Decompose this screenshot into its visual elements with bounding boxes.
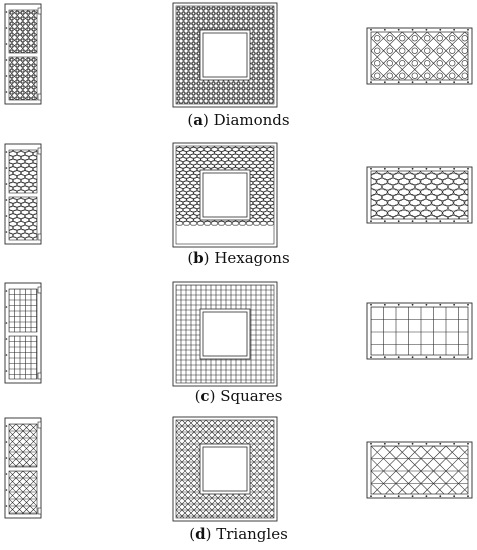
pin-dot — [398, 443, 400, 445]
pin-dot — [412, 29, 414, 31]
pin-dot — [6, 425, 8, 427]
panel-b-rectangular-part — [365, 165, 474, 225]
lattice-strut — [58, 424, 101, 467]
lattice-node — [412, 85, 418, 91]
pin-dot — [426, 443, 428, 445]
part-b-vertical-drawing — [2, 142, 44, 246]
lattice-strut — [42, 420, 140, 518]
lattice-cell — [42, 90, 48, 96]
pin-dot — [398, 495, 400, 497]
pin-dot — [6, 59, 8, 61]
lattice-strut — [68, 420, 166, 518]
lattice-node — [212, 107, 214, 109]
lattice-node — [277, 7, 279, 9]
pin-dot — [6, 505, 8, 507]
pin-dot — [6, 457, 8, 459]
lattice-strut — [311, 446, 359, 494]
pin-dot — [412, 443, 414, 445]
pin-dot — [439, 29, 441, 31]
pin-dot — [467, 81, 469, 83]
lattice-strut — [278, 420, 376, 518]
part-c-vertical-drawing — [2, 281, 44, 385]
lattice-node — [44, 56, 46, 58]
pin-dot — [370, 443, 372, 445]
pin-dot — [6, 167, 8, 169]
panel-a-square-frame-part — [172, 2, 278, 108]
tab — [38, 234, 41, 240]
lattice-node — [177, 107, 179, 109]
pin-dot — [453, 356, 455, 358]
lattice-node — [449, 85, 455, 91]
part-d-rect-drawing — [365, 440, 474, 500]
pin-dot — [384, 495, 386, 497]
tab — [38, 94, 41, 100]
lattice-node — [44, 12, 46, 14]
lattice-strut — [36, 471, 79, 514]
lattice-cell — [42, 21, 48, 27]
lattice-node — [247, 107, 249, 109]
lattice-strut — [321, 446, 369, 494]
lattice-node — [232, 107, 234, 109]
lattice-strut — [298, 446, 346, 494]
pin-dot — [370, 168, 372, 170]
pin-dot — [6, 183, 8, 185]
lattice-strut — [0, 424, 2, 467]
panel-c-square-frame-part — [172, 281, 278, 387]
lattice-cell — [42, 63, 48, 69]
pin-dot — [370, 220, 372, 222]
lattice-strut — [54, 420, 152, 518]
inner-window — [203, 312, 247, 356]
pin-dot — [439, 81, 441, 83]
lattice-strut — [266, 420, 364, 518]
pin-dot — [426, 168, 428, 170]
lattice-node — [44, 81, 46, 83]
lattice-node — [44, 50, 46, 52]
panel-d-rectangular-part — [365, 440, 474, 500]
lattice-node — [277, 82, 279, 84]
lattice-node — [44, 75, 46, 77]
lattice-strut — [60, 420, 158, 518]
pin-dot — [6, 306, 8, 308]
outer-frame — [5, 283, 41, 383]
lattice-node — [272, 107, 274, 109]
pin-dot — [467, 168, 469, 170]
pin-dot — [384, 356, 386, 358]
lattice-cell — [42, 74, 48, 80]
pin-dot — [398, 81, 400, 83]
pin-dot — [370, 356, 372, 358]
part-c-rect-drawing — [365, 301, 474, 361]
lattice-node — [44, 70, 46, 72]
lattice-strut — [84, 420, 182, 518]
lattice-cell — [42, 49, 48, 55]
lattice-strut — [36, 424, 79, 467]
lattice-strut — [100, 471, 143, 514]
lattice-cell — [41, 206, 50, 210]
panel-c-caption: (c) Squares — [194, 387, 283, 405]
panel-row-b — [0, 140, 477, 273]
lattice-cell — [42, 16, 48, 22]
pin-dot — [453, 443, 455, 445]
pin-dot — [412, 495, 414, 497]
lattice-node — [262, 107, 264, 109]
lattice-node — [207, 107, 209, 109]
pin-dot — [467, 495, 469, 497]
lattice-cell — [42, 10, 48, 16]
lattice-node — [182, 107, 184, 109]
lattice-strut — [72, 424, 115, 467]
pin-dot — [6, 27, 8, 29]
lattice-cell — [41, 222, 50, 226]
pin-dot — [467, 356, 469, 358]
pin-dot — [467, 304, 469, 306]
pin-dot — [6, 338, 8, 340]
lattice-cell — [41, 152, 50, 156]
panel-c-rectangular-part — [365, 301, 474, 361]
pin-dot — [412, 356, 414, 358]
pin-dot — [467, 443, 469, 445]
pin-dot — [370, 304, 372, 306]
part-d-vertical-drawing — [2, 416, 44, 520]
lattice-strut — [51, 471, 94, 514]
lattice-node — [277, 17, 279, 19]
pin-dot — [453, 495, 455, 497]
pin-dot — [426, 220, 428, 222]
pin-dot — [426, 495, 428, 497]
lattice-cell — [42, 38, 48, 44]
lattice-node — [44, 17, 46, 19]
lattice-strut — [30, 420, 128, 518]
lattice-node — [197, 107, 199, 109]
panel-b-square-frame-part — [172, 142, 278, 248]
pin-dot — [384, 168, 386, 170]
lattice-node — [44, 86, 46, 88]
lattice-node — [277, 37, 279, 39]
lattice-node — [44, 34, 46, 36]
panel-row-c — [0, 279, 477, 412]
pin-dot — [426, 304, 428, 306]
lattice-strut — [65, 424, 108, 467]
lattice-node — [277, 22, 279, 24]
pin-dot — [453, 220, 455, 222]
panel-a-caption: (a) Diamonds — [187, 111, 290, 129]
part-c-square-drawing — [172, 281, 278, 387]
outer-frame — [367, 303, 472, 359]
lattice-strut — [79, 471, 122, 514]
pin-dot — [412, 220, 414, 222]
lattice-cell — [42, 54, 48, 60]
lattice-node — [277, 32, 279, 34]
pin-dot — [370, 29, 372, 31]
pin-dot — [370, 495, 372, 497]
inner-window — [203, 447, 247, 491]
lattice-node — [277, 57, 279, 59]
pin-dot — [384, 443, 386, 445]
lattice-node — [257, 107, 259, 109]
lattice-node — [44, 92, 46, 94]
lattice-node — [44, 103, 46, 105]
pin-dot — [426, 29, 428, 31]
lattice-node — [399, 85, 405, 91]
lattice-cell — [42, 57, 48, 63]
lattice-strut — [43, 471, 86, 514]
lattice-node — [277, 77, 279, 79]
panel-row-d — [0, 414, 477, 550]
lattice-strut — [72, 420, 170, 518]
pin-dot — [439, 356, 441, 358]
lattice-strut — [323, 446, 371, 494]
lattice-cell — [42, 96, 48, 102]
lattice-strut — [93, 471, 136, 514]
lattice-node — [192, 107, 194, 109]
pin-dot — [6, 231, 8, 233]
lattice-strut — [276, 420, 374, 518]
lattice-strut — [93, 424, 136, 467]
lattice-strut — [86, 420, 184, 518]
pin-dot — [439, 220, 441, 222]
lattice-cell — [42, 79, 48, 85]
lattice-strut — [65, 471, 108, 514]
pin-dot — [370, 81, 372, 83]
part-a-vertical-drawing — [2, 2, 44, 106]
lattice-cell — [41, 175, 50, 179]
lattice-cell — [42, 27, 48, 33]
part-a-rect-drawing — [365, 26, 474, 86]
panel-row-a — [0, 0, 477, 133]
pin-dot — [467, 29, 469, 31]
lattice-strut — [100, 424, 143, 467]
lattice-strut — [51, 424, 94, 467]
lattice-strut — [50, 471, 93, 514]
lattice-node — [222, 107, 224, 109]
lattice-strut — [286, 446, 334, 494]
pin-dot — [439, 443, 441, 445]
lattice-node — [44, 59, 46, 61]
lattice-strut — [273, 446, 321, 494]
lattice-cell — [42, 85, 48, 91]
inner-window — [203, 33, 247, 77]
lattice-node — [252, 107, 254, 109]
pin-dot — [6, 43, 8, 45]
lattice-node — [462, 85, 468, 91]
pin-dot — [439, 304, 441, 306]
pin-dot — [398, 356, 400, 358]
lattice-strut — [86, 424, 129, 467]
lattice-node — [277, 97, 279, 99]
pin-dot — [6, 91, 8, 93]
lattice-strut — [79, 424, 122, 467]
lattice-cell — [42, 32, 48, 38]
lattice-strut — [0, 471, 3, 514]
tab — [38, 8, 41, 14]
lattice-node — [217, 107, 219, 109]
part-d-square-drawing — [172, 416, 278, 522]
pin-dot — [6, 75, 8, 77]
lattice-node — [277, 87, 279, 89]
part-b-rect-drawing — [365, 165, 474, 225]
pin-dot — [412, 168, 414, 170]
lattice-node — [44, 97, 46, 99]
pin-dot — [6, 199, 8, 201]
pin-dot — [453, 168, 455, 170]
panel-b-caption: (b) Hexagons — [187, 249, 290, 267]
lattice-strut — [309, 446, 357, 494]
lattice-cell — [41, 237, 50, 241]
lattice-strut — [43, 424, 86, 467]
lattice-node — [277, 12, 279, 14]
panel-c-vertical-part — [2, 281, 44, 385]
pin-dot — [453, 81, 455, 83]
pin-dot — [384, 220, 386, 222]
lattice-strut — [58, 471, 101, 514]
pin-dot — [384, 29, 386, 31]
inner-window — [203, 173, 247, 217]
pin-dot — [6, 322, 8, 324]
pin-dot — [439, 168, 441, 170]
panel-d-square-frame-part — [172, 416, 278, 522]
lattice-node — [277, 52, 279, 54]
lattice-node — [387, 85, 393, 91]
lattice-cell — [41, 214, 50, 218]
pin-dot — [6, 215, 8, 217]
lattice-strut — [270, 420, 368, 518]
pin-dot — [398, 29, 400, 31]
pin-dot — [398, 304, 400, 306]
tab — [38, 508, 41, 514]
lattice-node — [202, 107, 204, 109]
pin-dot — [453, 304, 455, 306]
lattice-node — [277, 27, 279, 29]
lattice-node — [44, 64, 46, 66]
pin-dot — [6, 151, 8, 153]
lattice-node — [374, 85, 380, 91]
lattice-node — [277, 67, 279, 69]
lattice-cell — [41, 190, 50, 194]
lattice-node — [277, 102, 279, 104]
lattice-strut — [0, 471, 2, 514]
lattice-node — [277, 72, 279, 74]
panel-d-caption: (d) Triangles — [189, 525, 288, 543]
pin-dot — [6, 354, 8, 356]
pin-dot — [384, 81, 386, 83]
tab — [38, 148, 41, 154]
lattice-node — [277, 62, 279, 64]
pin-dot — [384, 304, 386, 306]
lattice-node — [44, 28, 46, 30]
pin-dot — [398, 220, 400, 222]
lattice-strut — [48, 420, 146, 518]
lattice-node — [424, 85, 430, 91]
lattice-cell — [41, 167, 50, 171]
lattice-strut — [50, 424, 93, 467]
lattice-cell — [41, 182, 50, 186]
tab — [38, 287, 41, 293]
lattice-strut — [264, 420, 362, 518]
lattice-node — [437, 85, 443, 91]
lattice-node — [277, 47, 279, 49]
pin-dot — [6, 489, 8, 491]
pin-dot — [412, 304, 414, 306]
lattice-node — [187, 107, 189, 109]
lattice-strut — [86, 471, 129, 514]
lattice-strut — [57, 471, 100, 514]
pin-dot — [6, 473, 8, 475]
part-b-square-drawing — [172, 142, 278, 248]
lattice-cell — [41, 159, 50, 163]
lattice-node — [44, 23, 46, 25]
pin-dot — [426, 81, 428, 83]
lattice-strut — [74, 420, 172, 518]
lattice-strut — [80, 420, 178, 518]
lattice-strut — [37, 471, 80, 514]
lattice-node — [267, 107, 269, 109]
lattice-strut — [0, 424, 3, 467]
pin-dot — [6, 290, 8, 292]
lattice-strut — [44, 471, 87, 514]
pin-dot — [398, 168, 400, 170]
pin-dot — [412, 81, 414, 83]
lattice-cell — [41, 229, 50, 233]
lattice-node — [44, 39, 46, 41]
lattice-node — [227, 107, 229, 109]
panel-a-vertical-part — [2, 2, 44, 106]
lattice-node — [44, 45, 46, 47]
lattice-node — [242, 107, 244, 109]
pin-dot — [6, 370, 8, 372]
panel-b-vertical-part — [2, 142, 44, 246]
lattice-strut — [66, 420, 164, 518]
pin-dot — [6, 441, 8, 443]
outer-frame — [5, 418, 41, 518]
lattice-node — [277, 92, 279, 94]
lattice-strut — [272, 420, 370, 518]
lattice-strut — [57, 424, 100, 467]
lattice-node — [277, 107, 279, 109]
pin-dot — [426, 356, 428, 358]
lattice-cell — [42, 68, 48, 74]
lattice-node — [277, 42, 279, 44]
lattice-strut — [36, 420, 134, 518]
lattice-cell — [42, 101, 48, 107]
pin-dot — [467, 220, 469, 222]
outer-frame — [5, 144, 41, 244]
lattice-cell — [41, 199, 50, 203]
lattice-strut — [44, 424, 87, 467]
part-a-square-drawing — [172, 2, 278, 108]
panel-d-vertical-part — [2, 416, 44, 520]
lattice-strut — [473, 446, 477, 494]
tab — [38, 422, 41, 428]
panel-a-rectangular-part — [365, 26, 474, 86]
lattice-strut — [78, 420, 176, 518]
lattice-strut — [72, 471, 115, 514]
lattice-region-bottom — [0, 471, 143, 527]
pin-dot — [439, 495, 441, 497]
lattice-cell — [42, 43, 48, 49]
pin-dot — [453, 29, 455, 31]
lattice-node — [237, 107, 239, 109]
tab — [38, 373, 41, 379]
pin-dot — [6, 11, 8, 13]
lattice-strut — [37, 424, 80, 467]
